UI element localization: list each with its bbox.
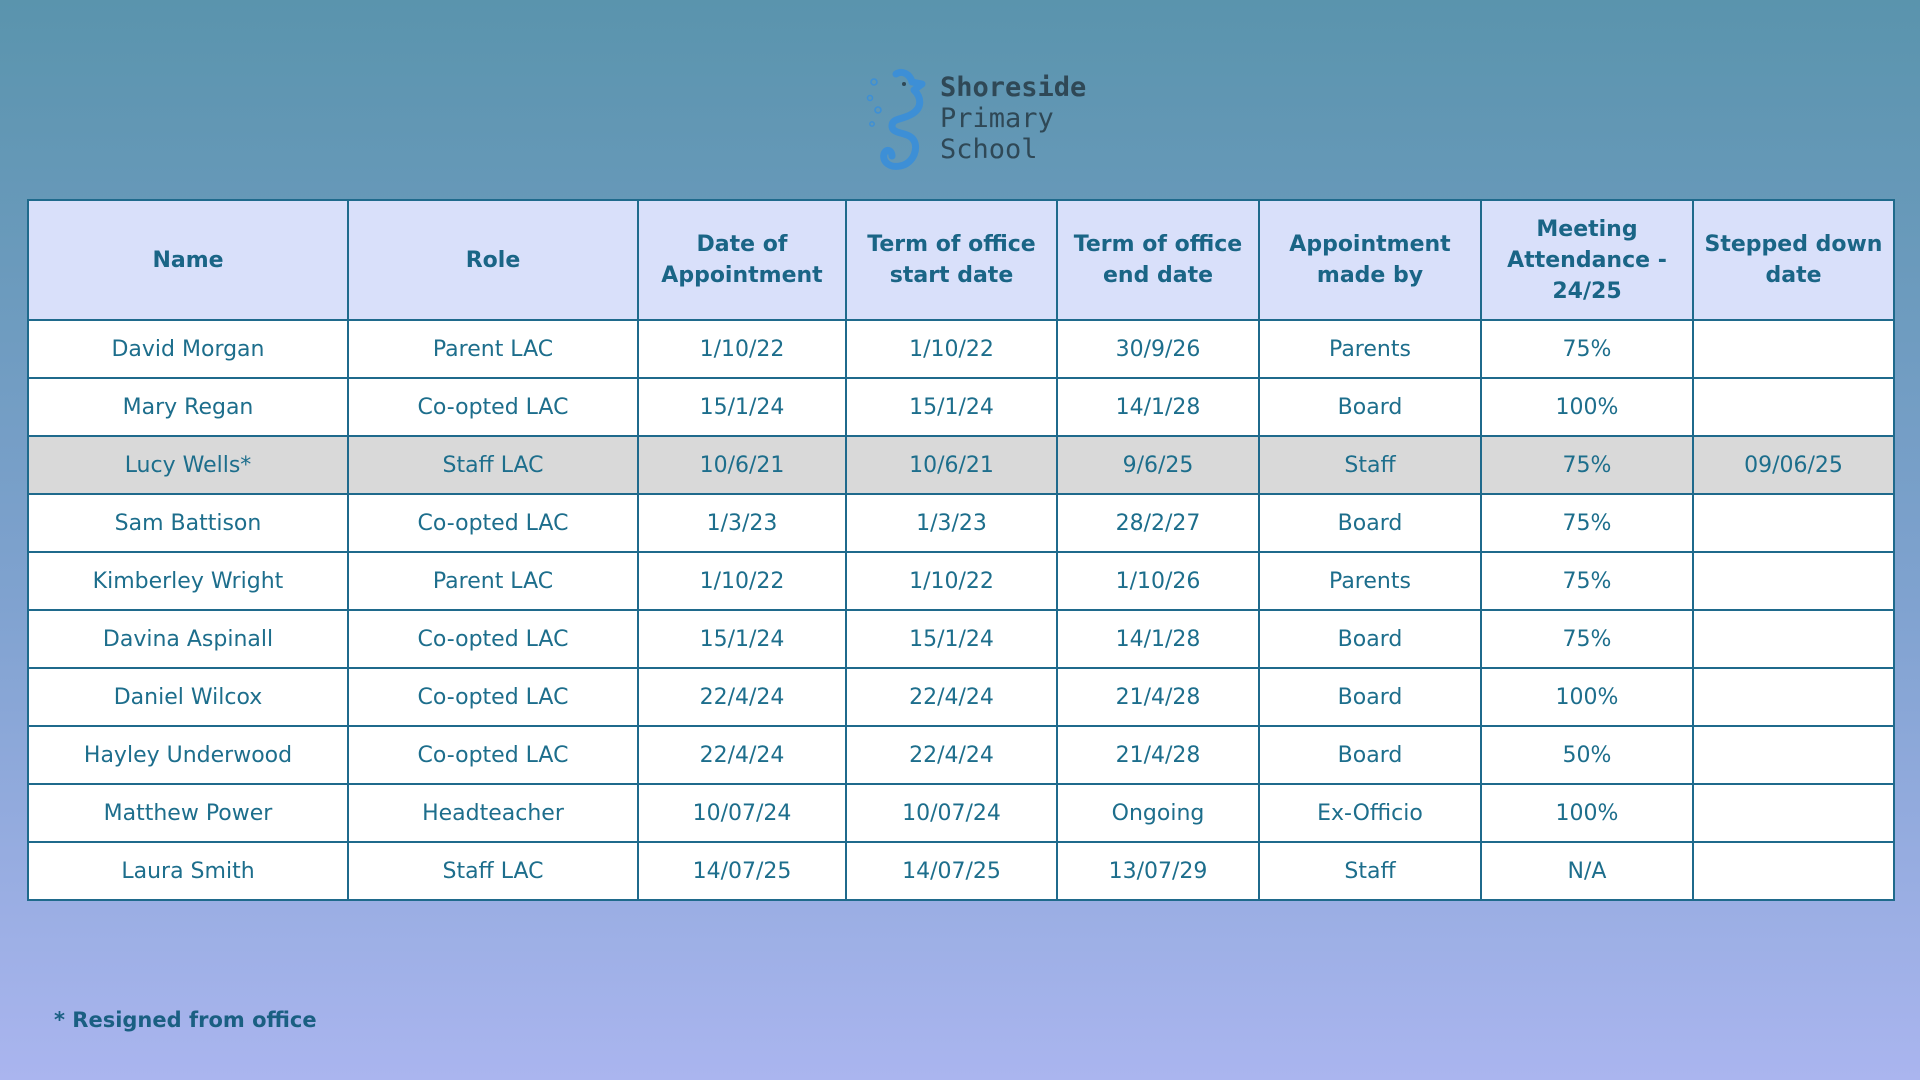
cell-appointed-by: Ex-Officio xyxy=(1259,784,1481,842)
cell-appointed-by: Board xyxy=(1259,668,1481,726)
cell-attendance: 75% xyxy=(1481,320,1693,378)
cell-name: Daniel Wilcox xyxy=(28,668,348,726)
cell-date-of-appointment: 22/4/24 xyxy=(638,726,846,784)
cell-stepped-down xyxy=(1693,726,1894,784)
cell-attendance: 75% xyxy=(1481,552,1693,610)
cell-appointed-by: Staff xyxy=(1259,842,1481,900)
header-term-start: Term of office start date xyxy=(846,200,1057,320)
cell-date-of-appointment: 1/10/22 xyxy=(638,320,846,378)
cell-appointed-by: Parents xyxy=(1259,320,1481,378)
cell-stepped-down xyxy=(1693,378,1894,436)
cell-term-start: 1/10/22 xyxy=(846,552,1057,610)
cell-date-of-appointment: 15/1/24 xyxy=(638,610,846,668)
cell-name: Mary Regan xyxy=(28,378,348,436)
cell-name: Laura Smith xyxy=(28,842,348,900)
table-body xyxy=(28,320,1894,900)
cell-attendance: 100% xyxy=(1481,378,1693,436)
cell-date-of-appointment: 1/3/23 xyxy=(638,494,846,552)
cell-term-start: 10/07/24 xyxy=(846,784,1057,842)
table-row xyxy=(28,610,1894,668)
cell-appointed-by: Board xyxy=(1259,378,1481,436)
cell-term-end: 1/10/26 xyxy=(1057,552,1259,610)
cell-name: Sam Battison xyxy=(28,494,348,552)
cell-term-end: 9/6/25 xyxy=(1057,436,1259,494)
cell-role: Parent LAC xyxy=(348,320,638,378)
cell-attendance: 50% xyxy=(1481,726,1693,784)
table-row xyxy=(28,378,1894,436)
cell-term-start: 15/1/24 xyxy=(846,610,1057,668)
cell-role: Co-opted LAC xyxy=(348,726,638,784)
cell-name: Davina Aspinall xyxy=(28,610,348,668)
header-appointed-by: Appointment made by xyxy=(1259,200,1481,320)
cell-stepped-down xyxy=(1693,610,1894,668)
cell-term-start: 15/1/24 xyxy=(846,378,1057,436)
cell-appointed-by: Staff xyxy=(1259,436,1481,494)
cell-stepped-down xyxy=(1693,842,1894,900)
cell-name: Matthew Power xyxy=(28,784,348,842)
header-term-end: Term of office end date xyxy=(1057,200,1259,320)
table-row xyxy=(28,552,1894,610)
cell-date-of-appointment: 15/1/24 xyxy=(638,378,846,436)
cell-attendance: 75% xyxy=(1481,610,1693,668)
cell-name: Lucy Wells* xyxy=(28,436,348,494)
cell-term-end: 14/1/28 xyxy=(1057,610,1259,668)
table-row xyxy=(28,320,1894,378)
cell-stepped-down xyxy=(1693,784,1894,842)
cell-role: Co-opted LAC xyxy=(348,378,638,436)
cell-name: David Morgan xyxy=(28,320,348,378)
governors-table-container xyxy=(27,199,1895,901)
cell-role: Headteacher xyxy=(348,784,638,842)
cell-term-start: 14/07/25 xyxy=(846,842,1057,900)
header-stepped-down: Stepped down date xyxy=(1693,200,1894,320)
footnote: * Resigned from office xyxy=(54,1008,317,1032)
cell-stepped-down: 09/06/25 xyxy=(1693,436,1894,494)
cell-date-of-appointment: 10/07/24 xyxy=(638,784,846,842)
cell-appointed-by: Parents xyxy=(1259,552,1481,610)
header-role: Role xyxy=(348,200,638,320)
cell-term-end: 14/1/28 xyxy=(1057,378,1259,436)
table-row xyxy=(28,842,1894,900)
cell-term-start: 22/4/24 xyxy=(846,668,1057,726)
cell-attendance: 75% xyxy=(1481,436,1693,494)
cell-stepped-down xyxy=(1693,668,1894,726)
cell-date-of-appointment: 22/4/24 xyxy=(638,668,846,726)
cell-role: Staff LAC xyxy=(348,842,638,900)
cell-attendance: 75% xyxy=(1481,494,1693,552)
cell-role: Staff LAC xyxy=(348,436,638,494)
header-name: Name xyxy=(28,200,348,320)
cell-attendance: 100% xyxy=(1481,784,1693,842)
cell-term-start: 1/3/23 xyxy=(846,494,1057,552)
cell-appointed-by: Board xyxy=(1259,610,1481,668)
logo-line-2: Primary xyxy=(940,103,1054,134)
cell-date-of-appointment: 14/07/25 xyxy=(638,842,846,900)
table-row xyxy=(28,726,1894,784)
cell-date-of-appointment: 10/6/21 xyxy=(638,436,846,494)
cell-appointed-by: Board xyxy=(1259,494,1481,552)
logo-line-1: Shoreside xyxy=(940,72,1087,103)
cell-attendance: 100% xyxy=(1481,668,1693,726)
header-row xyxy=(28,200,1894,320)
cell-appointed-by: Board xyxy=(1259,726,1481,784)
governors-table xyxy=(27,199,1895,901)
cell-stepped-down xyxy=(1693,320,1894,378)
cell-role: Co-opted LAC xyxy=(348,668,638,726)
cell-term-end: 28/2/27 xyxy=(1057,494,1259,552)
table-row xyxy=(28,784,1894,842)
cell-term-end: 30/9/26 xyxy=(1057,320,1259,378)
header-date-of-appointment: Date of Appointment xyxy=(638,200,846,320)
cell-stepped-down xyxy=(1693,552,1894,610)
cell-term-end: Ongoing xyxy=(1057,784,1259,842)
cell-term-end: 13/07/29 xyxy=(1057,842,1259,900)
header-attendance: Meeting Attendance - 24/25 xyxy=(1481,200,1693,320)
table-row xyxy=(28,436,1894,494)
cell-term-start: 10/6/21 xyxy=(846,436,1057,494)
cell-name: Kimberley Wright xyxy=(28,552,348,610)
cell-term-end: 21/4/28 xyxy=(1057,668,1259,726)
cell-stepped-down xyxy=(1693,494,1894,552)
logo-text xyxy=(940,72,1086,165)
table-row xyxy=(28,494,1894,552)
cell-term-end: 21/4/28 xyxy=(1057,726,1259,784)
school-logo xyxy=(862,68,1087,172)
cell-role: Co-opted LAC xyxy=(348,610,638,668)
cell-attendance: N/A xyxy=(1481,842,1693,900)
cell-name: Hayley Underwood xyxy=(28,726,348,784)
cell-date-of-appointment: 1/10/22 xyxy=(638,552,846,610)
cell-role: Parent LAC xyxy=(348,552,638,610)
cell-role: Co-opted LAC xyxy=(348,494,638,552)
cell-term-start: 1/10/22 xyxy=(846,320,1057,378)
seahorse-icon xyxy=(862,68,938,172)
table-row xyxy=(28,668,1894,726)
cell-term-start: 22/4/24 xyxy=(846,726,1057,784)
logo-line-3: School xyxy=(940,134,1038,165)
